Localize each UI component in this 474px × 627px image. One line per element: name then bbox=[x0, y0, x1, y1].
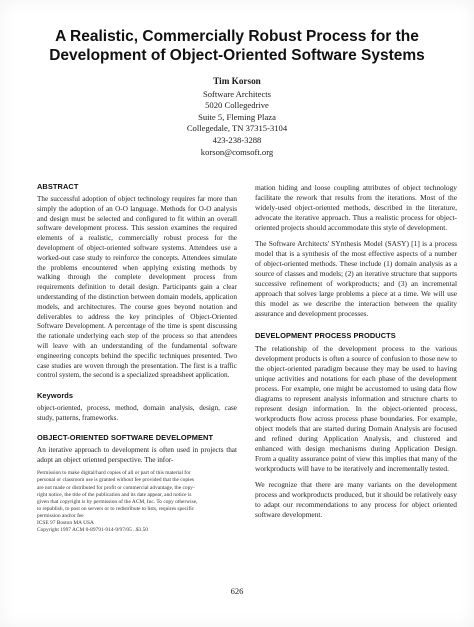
keywords-text: object-oriented, process, method, domain analysis, design, case study, patterns, frameworks. bbox=[37, 404, 237, 422]
oosd-text: An iterative approach to development is often used in projects that adopt an object oriented perspective. The infor- bbox=[37, 445, 237, 464]
author-city: Collegedale, TN 37315-3104 bbox=[186, 123, 288, 134]
right-column bbox=[255, 183, 457, 520]
author-street: 5020 Collegedrive bbox=[205, 100, 269, 111]
footnote-line: Copyright 1997 ACM 0-89791-914-9/97/05 ..$3.50 bbox=[37, 527, 148, 534]
footnote-line: ICSE 97 Boston MA USA bbox=[37, 519, 94, 526]
abstract-heading: ABSTRACT bbox=[37, 182, 79, 191]
footnote-line: right notice, the title of the publication and its date appear, and notice is bbox=[37, 491, 192, 498]
keywords-heading: Keywords bbox=[37, 391, 74, 401]
footnote-line: personal or classroom use is granted without fee provided that the copies bbox=[37, 477, 195, 484]
keywords-section bbox=[37, 391, 237, 424]
author-phone: 423-238-3288 bbox=[212, 134, 262, 145]
paper-title bbox=[20, 27, 454, 65]
author-suite: Suite 5, Fleming Plaza bbox=[198, 111, 276, 122]
dpp-heading: DEVELOPMENT PROCESS PRODUCTS bbox=[255, 331, 396, 340]
abstract-text: The successful adoption of object technology requires far more than simply the adoption of an O-O language. Methods for O-O analysis and design must be selected and configured to fit within an overall software development process. This session examines the required elements of a realistic, commercially robust process for the development of object-oriented software systems. Attendees use a worked-out case study to reinforce the concepts. Attendees simulate the problems encountered when applying existing methods by walking through the complete development process from requirements definition to detail design. Participants gain a clear understanding of the distinction between domain models, application models, and architectures. The course goes beyond notation and deliverables to address the key principles of Object-Oriented Software Development. A percentage of the time is spent discussing the rationale underlying each step of the process so that attendees will leave with an understanding of the fundamental software engineering concepts behind the specific techniques presented. Two case studies are woven through the presentation. The first is a traffic control system, the second is a specialized spreadsheet application. bbox=[37, 195, 237, 380]
footnote-line: given that copyright is by permission of the ACM, Inc. To copy otherwise, bbox=[37, 498, 198, 505]
dpp-paragraph-2: We recognize that there are many variants on the development process and workproducts produced, but it should be relatively easy to adapt our recommendations to any process for object oriented software development. bbox=[255, 480, 457, 519]
footnote-line: permission and/or fee bbox=[37, 512, 84, 519]
title-line-1: A Realistic, Commercially Robust Process for the bbox=[55, 28, 419, 45]
title-line-2: Development of Object-Oriented Software Systems bbox=[49, 47, 425, 64]
copyright-footnote bbox=[37, 470, 237, 534]
left-column bbox=[37, 182, 237, 534]
footnote-line: to republish, to post on servers or to redistribute to lists, requires specific bbox=[37, 505, 195, 512]
footnote-line: Permission to make digital/hard copies of all or part of this material for bbox=[37, 470, 191, 477]
dpp-paragraph-1: The relationship of the development process to the various development products is often a source of confusion to those new to the object-oriented paradigm because they may be used to having unique activities and notations for each phase of the development process. For example, one might be accustomed to using data flow diagrams to represent analysis information and structure charts to represent design information. In the object-oriented process, workproducts flow across process phase boundaries. For example, object models that are started during Domain Analysis are focused and refined during Application Analysis, and clustered and enhanced with design mechanisms during Application Design. From a quality assurance point of view this implies that many of the workproducts will have to be iteratively and incrementally tested. bbox=[255, 344, 457, 473]
oosd-heading: OBJECT-ORIENTED SOFTWARE DEVELOPMENT bbox=[37, 432, 214, 442]
oosd-continued-text: mation hiding and loose coupling attributes of object technology facilitate the rework that results from the iterations. Most of the widely-used object-oriented methods, described in the literature, advocate the iterative approach. Thus a realistic process for object-oriented projects should accommodate this style of development. bbox=[255, 183, 457, 232]
author-email: korson@comsoft.org bbox=[200, 146, 274, 157]
page-number: 626 bbox=[230, 586, 244, 596]
oosd-section bbox=[37, 433, 237, 466]
footnote-line: are not made or distributed for profit or commercial advantage, the copy- bbox=[37, 484, 195, 491]
author-name: Tim Korson bbox=[213, 76, 261, 86]
author-affiliation: Software Architects bbox=[202, 88, 271, 99]
abstract-section bbox=[37, 182, 237, 381]
author-block bbox=[100, 76, 374, 158]
sasy-paragraph: The Software Architects' SYnthesis Model (SASY) [1] is a process model that is a synthesis of the most effective aspects of a number of object-oriented methods. These include (1) domain analysis as a source of classes and models; (2) an iterative structure that supports successive refinement of workproducts; and (3) an incremental approach that solves large problems a piece at a time. We will use this model as we describe the interaction between the quality assurance and development processes. bbox=[255, 239, 457, 318]
